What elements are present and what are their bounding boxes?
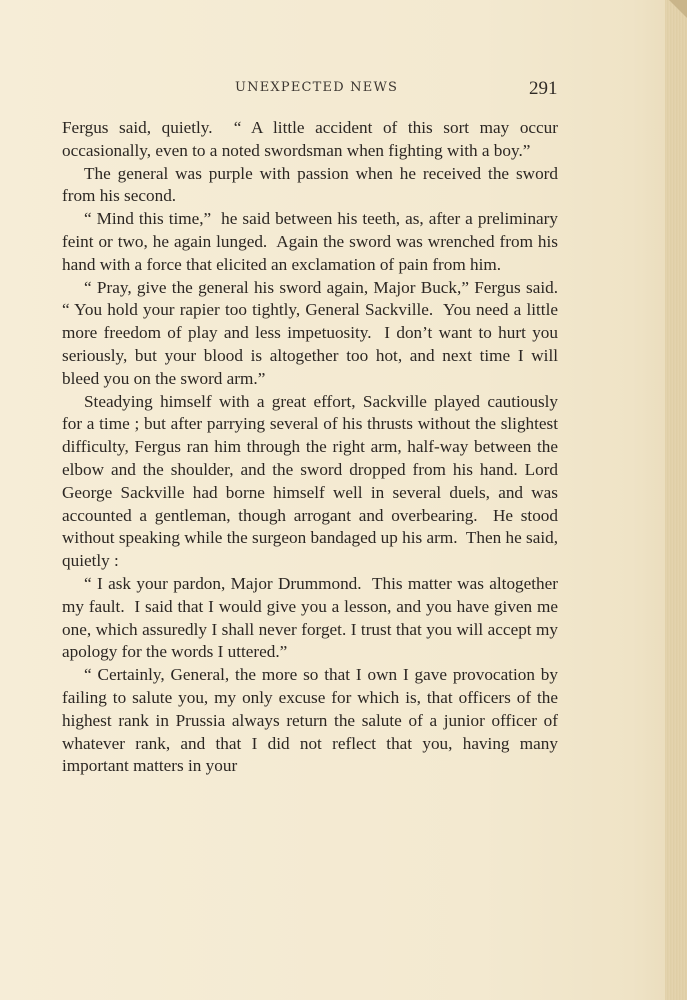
- paragraph: “ Pray, give the general his sword again, Major Buck,” Fergus said. “ You hold your rapier too tightly, General Sackville. You need a little more freedom of play and less impetuosity. I don’t want to hurt you seriously, but your blood is altogether too hot, and next time I will bleed you on the sword arm.”: [62, 277, 567, 388]
- paragraph: “ I ask your pardon, Major Drummond. This matter was altogether my fault. I said that I would give you a lesson, and you have given me one, which assuredly I shall never forget. I trust that you will accept my apology for the words I uttered.”: [62, 573, 563, 662]
- running-head: UNEXPECTED NEWS: [235, 80, 399, 95]
- page-number: 291: [529, 78, 558, 99]
- body-text: [62, 117, 567, 778]
- paragraph: Steadying himself with a great effort, Sackville played cautiously for a time ; but after parrying several of his thrusts without the slightest difficulty, Fergus ran him through the right arm, half-way between the elbow and the shoulder, and the sword dropped from his hand. Lord George Sackville had borne himself well in several duels, and was accounted a gentleman, though arrogant and overbearing. He stood without speaking while the surgeon bandaged up his arm. Then he said, quietly :: [62, 391, 563, 571]
- paragraph: “ Certainly, General, the more so that I own I gave provocation by failing to salute you, my only excuse for which is, that officers of the highest rank in Prussia always return the salute of a junior officer of whatever rank, and that I did not reflect that you, having many important matters in your: [62, 665, 563, 776]
- page-edge: [665, 0, 687, 1000]
- paragraph: “ Mind this time,” he said between his teeth, as, after a preliminary feint or two, he again lunged. Again the sword was wrenched from his hand with a force that elicited an exclamation of pain from him.: [62, 209, 563, 274]
- paragraph: The general was purple with passion when he received the sword from his second.: [62, 163, 563, 206]
- paragraph: Fergus said, quietly. “ A little accident of this sort may occur occasionally, even to a noted swordsman when fighting with a boy.”: [62, 118, 563, 160]
- corner-fold: [669, 0, 687, 18]
